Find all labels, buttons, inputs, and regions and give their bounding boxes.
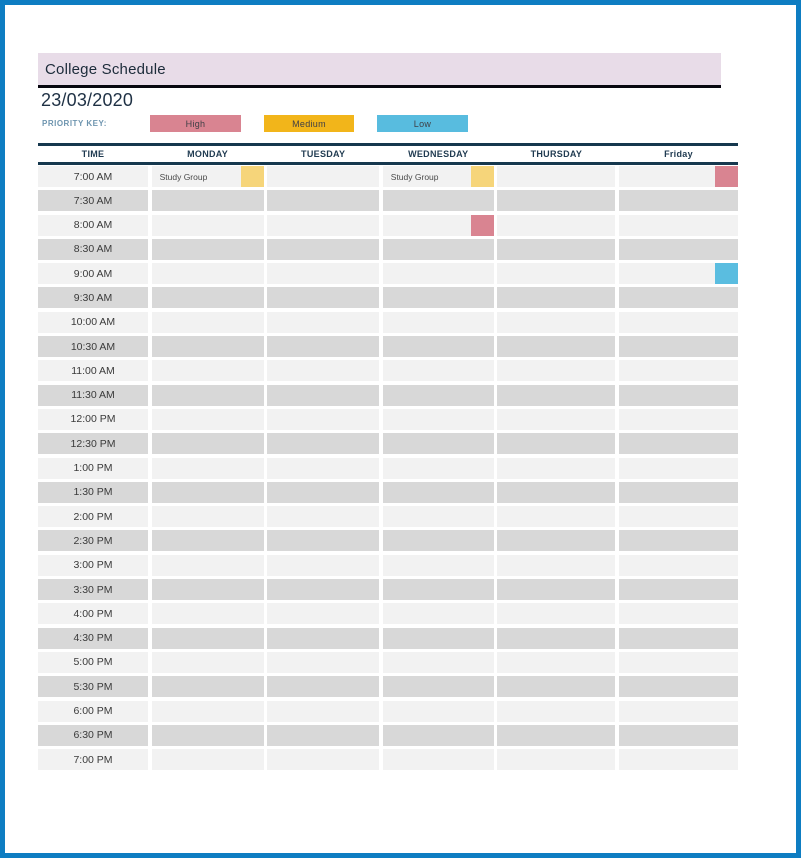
day-cell[interactable] [267,701,379,722]
table-row [38,676,738,697]
day-cell[interactable] [152,652,264,673]
day-cell[interactable] [497,530,615,551]
day-cell[interactable] [619,749,738,770]
day-cell[interactable] [267,312,379,333]
table-row [38,239,738,260]
day-cell[interactable] [619,166,738,187]
day-cell[interactable] [383,409,494,430]
day-cell[interactable] [383,263,494,284]
day-cell[interactable] [267,579,379,600]
table-row [38,263,738,284]
table-row [38,433,738,454]
time-cell[interactable]: 9:30 AM [38,287,148,308]
day-cell[interactable] [152,239,264,260]
day-cell[interactable] [497,555,615,576]
day-cell[interactable] [152,190,264,211]
time-cell[interactable]: 7:00 AM [38,166,148,187]
table-row [38,725,738,746]
day-cell[interactable] [619,555,738,576]
day-cell[interactable] [619,312,738,333]
priority-marker-medium [241,166,264,187]
schedule-grid [38,166,738,770]
time-cell[interactable]: 4:30 PM [38,628,148,649]
table-row [38,215,738,236]
table-row [38,530,738,551]
day-cell[interactable] [267,652,379,673]
day-cell[interactable] [619,287,738,308]
schedule-date: 23/03/2020 [41,90,134,110]
day-cell[interactable] [619,215,738,236]
day-cell[interactable] [619,239,738,260]
day-cell[interactable] [267,215,379,236]
day-cell[interactable] [383,652,494,673]
day-cell[interactable] [267,166,379,187]
table-row [38,749,738,770]
day-cell[interactable] [383,555,494,576]
day-cell[interactable] [152,287,264,308]
day-cell[interactable] [267,287,379,308]
day-cell[interactable] [152,603,264,624]
table-row [38,579,738,600]
day-cell[interactable] [497,652,615,673]
priority-badge-medium: Medium [264,115,354,132]
day-cell[interactable] [383,579,494,600]
day-cell[interactable] [619,385,738,406]
day-cell[interactable] [619,530,738,551]
day-cell[interactable] [267,190,379,211]
time-cell[interactable]: 8:30 AM [38,239,148,260]
day-cell[interactable] [267,482,379,503]
day-cell[interactable] [497,409,615,430]
day-cell[interactable] [619,336,738,357]
day-cell[interactable] [267,239,379,260]
day-cell[interactable] [152,725,264,746]
time-cell[interactable]: 3:00 PM [38,555,148,576]
time-cell[interactable]: 6:00 PM [38,701,148,722]
time-cell[interactable]: 10:00 AM [38,312,148,333]
table-row [38,166,738,187]
day-cell[interactable] [267,725,379,746]
day-cell[interactable] [497,676,615,697]
day-cell[interactable] [267,409,379,430]
day-cell[interactable] [619,725,738,746]
day-cell[interactable] [152,530,264,551]
page-title: College Schedule [45,60,166,78]
event-label: Study Group [390,171,439,182]
day-cell[interactable] [497,312,615,333]
day-cell[interactable] [267,360,379,381]
table-row [38,409,738,430]
day-cell[interactable] [497,458,615,479]
day-cell[interactable] [497,701,615,722]
day-cell[interactable] [267,263,379,284]
day-cell[interactable] [497,603,615,624]
title-bar [38,53,721,88]
day-cell[interactable] [267,676,379,697]
day-cell[interactable] [497,287,615,308]
priority-badge-low: Low [377,115,468,132]
day-cell[interactable] [267,385,379,406]
priority-badge-high: High [150,115,241,132]
table-row [38,312,738,333]
time-cell[interactable]: 8:00 AM [38,215,148,236]
day-cell[interactable] [497,190,615,211]
day-cell[interactable] [497,336,615,357]
day-cell[interactable] [152,336,264,357]
day-cell[interactable] [152,166,264,187]
time-cell[interactable]: 3:30 PM [38,579,148,600]
day-cell[interactable] [383,701,494,722]
time-cell[interactable]: 7:00 PM [38,749,148,770]
time-cell[interactable]: 11:30 AM [38,385,148,406]
priority-key-label: PRIORITY KEY: [42,119,107,128]
table-row [38,287,738,308]
day-cell[interactable] [383,239,494,260]
day-cell[interactable] [267,336,379,357]
day-cell[interactable] [619,603,738,624]
day-cell[interactable] [383,312,494,333]
column-header-time: TIME [81,149,105,159]
day-cell[interactable] [619,190,738,211]
day-cell[interactable] [619,676,738,697]
day-cell[interactable] [383,336,494,357]
day-cell[interactable] [619,506,738,527]
day-cell[interactable] [383,190,494,211]
event-label: Study Group [159,171,208,182]
day-cell[interactable] [267,433,379,454]
time-cell[interactable]: 4:00 PM [38,603,148,624]
time-cell[interactable]: 2:30 PM [38,530,148,551]
time-cell[interactable]: 5:30 PM [38,676,148,697]
day-cell[interactable] [619,458,738,479]
day-cell[interactable] [497,263,615,284]
day-cell[interactable] [267,603,379,624]
day-cell[interactable] [152,701,264,722]
day-cell[interactable] [497,215,615,236]
day-cell[interactable] [383,725,494,746]
table-header-rule [38,162,738,165]
table-row [38,360,738,381]
priority-marker-high [471,215,494,236]
table-row [38,336,738,357]
day-cell[interactable] [497,725,615,746]
time-cell[interactable]: 12:30 PM [38,433,148,454]
day-cell[interactable] [267,506,379,527]
day-cell[interactable] [383,458,494,479]
time-cell[interactable]: 5:00 PM [38,652,148,673]
day-cell[interactable] [497,433,615,454]
time-cell[interactable]: 2:00 PM [38,506,148,527]
day-cell[interactable] [383,166,494,187]
day-cell[interactable] [152,263,264,284]
day-cell[interactable] [383,628,494,649]
table-row [38,458,738,479]
priority-marker-low [715,263,738,284]
day-cell[interactable] [497,749,615,770]
day-cell[interactable] [152,360,264,381]
column-header-thursday: THURSDAY [530,149,583,159]
table-header-row [38,146,738,162]
column-header-monday: MONDAY [187,149,229,159]
day-cell[interactable] [267,458,379,479]
table-row [38,652,738,673]
day-cell[interactable] [497,482,615,503]
day-cell[interactable] [267,530,379,551]
day-cell[interactable] [267,749,379,770]
day-cell[interactable] [383,215,494,236]
day-cell[interactable] [152,749,264,770]
day-cell[interactable] [619,409,738,430]
time-cell[interactable]: 1:00 PM [38,458,148,479]
day-cell[interactable] [152,628,264,649]
day-cell[interactable] [619,628,738,649]
day-cell[interactable] [152,433,264,454]
schedule-table [38,143,738,773]
day-cell[interactable] [383,506,494,527]
time-cell[interactable]: 9:00 AM [38,263,148,284]
day-cell[interactable] [152,555,264,576]
day-cell[interactable] [383,433,494,454]
time-cell[interactable]: 11:00 AM [38,360,148,381]
day-cell[interactable] [152,215,264,236]
time-cell[interactable]: 6:30 PM [38,725,148,746]
day-cell[interactable] [497,385,615,406]
table-row [38,603,738,624]
day-cell[interactable] [497,628,615,649]
day-cell[interactable] [619,433,738,454]
day-cell[interactable] [383,385,494,406]
day-cell[interactable] [152,579,264,600]
day-cell[interactable] [619,482,738,503]
day-cell[interactable] [383,749,494,770]
day-cell[interactable] [152,312,264,333]
day-cell[interactable] [383,360,494,381]
day-cell[interactable] [152,458,264,479]
day-cell[interactable] [152,676,264,697]
table-row [38,555,738,576]
day-cell[interactable] [152,482,264,503]
day-cell[interactable] [497,506,615,527]
day-cell[interactable] [383,603,494,624]
column-header-tuesday: TUESDAY [301,149,346,159]
day-cell[interactable] [619,360,738,381]
priority-marker-medium [471,166,494,187]
time-cell[interactable]: 12:00 PM [38,409,148,430]
column-header-wednesday: WEDNESDAY [408,149,469,159]
day-cell[interactable] [497,579,615,600]
day-cell[interactable] [619,701,738,722]
day-cell[interactable] [619,652,738,673]
day-cell[interactable] [267,628,379,649]
day-cell[interactable] [383,676,494,697]
table-row [38,628,738,649]
day-cell[interactable] [152,409,264,430]
day-cell[interactable] [383,530,494,551]
day-cell[interactable] [383,287,494,308]
day-cell[interactable] [619,263,738,284]
day-cell[interactable] [497,360,615,381]
time-cell[interactable]: 1:30 PM [38,482,148,503]
table-row [38,482,738,503]
day-cell[interactable] [152,506,264,527]
priority-marker-high [715,166,738,187]
day-cell[interactable] [383,482,494,503]
day-cell[interactable] [497,166,615,187]
time-cell[interactable]: 10:30 AM [38,336,148,357]
table-row [38,701,738,722]
time-cell[interactable]: 7:30 AM [38,190,148,211]
day-cell[interactable] [497,239,615,260]
table-row [38,385,738,406]
table-row [38,506,738,527]
column-header-friday: Friday [664,149,693,159]
day-cell[interactable] [152,385,264,406]
day-cell[interactable] [267,555,379,576]
table-row [38,190,738,211]
day-cell[interactable] [619,579,738,600]
